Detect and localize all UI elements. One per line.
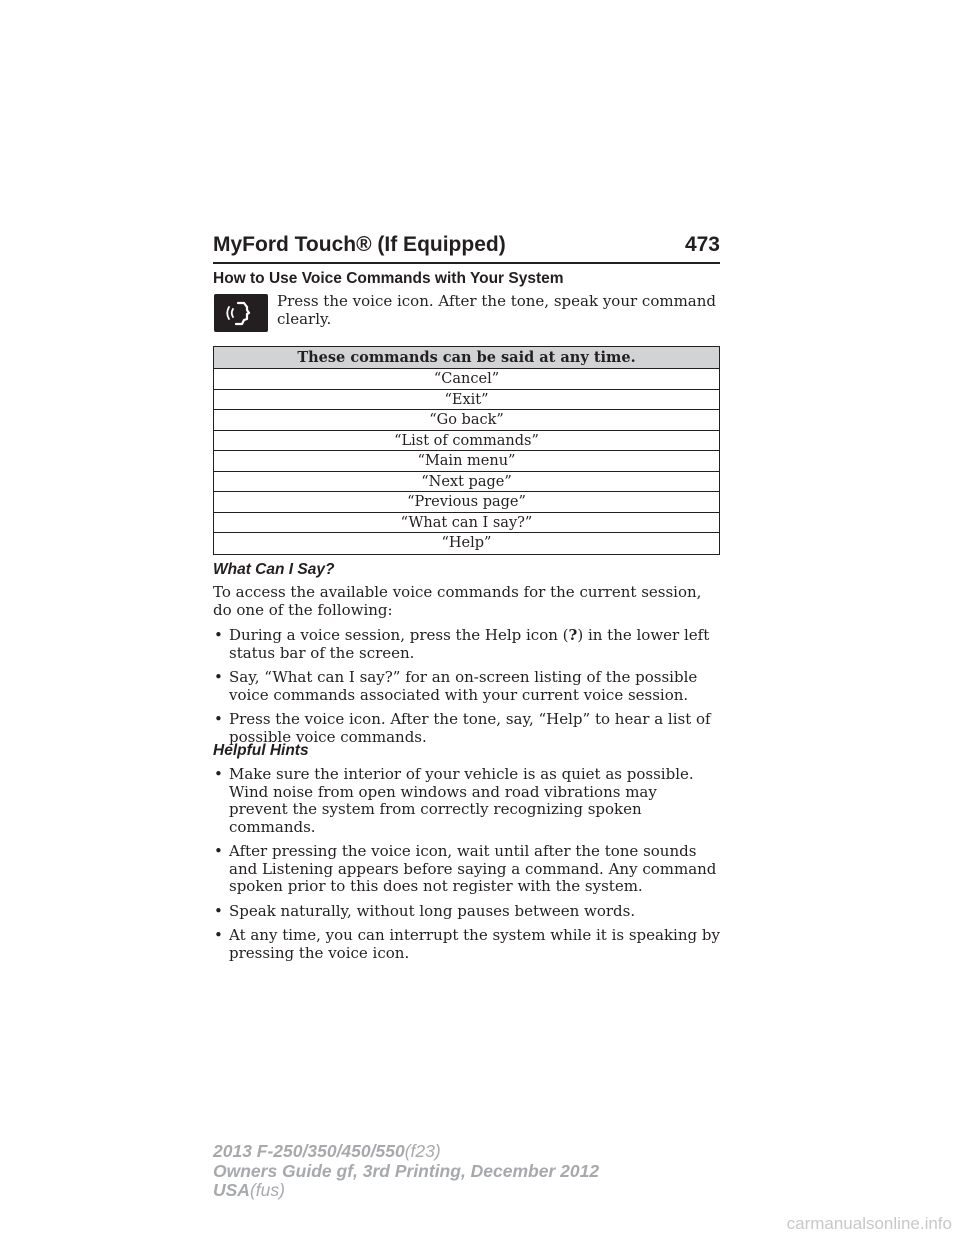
command-row: “Help” (441, 535, 492, 551)
what-can-i-say-intro: To access the available voice commands for the current session, do one of the following: (213, 583, 702, 619)
command-row: “Next page” (214, 472, 719, 493)
command-row: “Main menu” (214, 451, 719, 472)
command-row: “List of commands” (214, 431, 719, 452)
list-item: • During a voice session, press the Help icon (?) in the lower left status bar of the screen. (213, 627, 720, 662)
command-row: “What can I say?” (214, 513, 719, 534)
watermark: carmanualsonline.info (786, 1214, 952, 1233)
page-number: 473 (684, 233, 720, 256)
helpful-hints-heading: Helpful Hints (213, 742, 309, 759)
helpful-hints-list (213, 766, 720, 969)
list-item: • Say, “What can I say?” for an on-screen listing of the possible voice commands associated with your current voice session. (213, 669, 720, 704)
page-header (213, 228, 720, 264)
page-title: MyFord Touch® (If Equipped) (213, 233, 506, 256)
footer-line-1: 2013 F-250/350/450/550(f23) (213, 1141, 441, 1161)
section-heading: How to Use Voice Commands with Your System (213, 270, 564, 287)
section-intro: Press the voice icon. After the tone, speak your command clearly. (277, 292, 717, 328)
voice-icon (214, 294, 268, 332)
footer-line-3: USA(fus) (213, 1180, 285, 1200)
list-item: • After pressing the voice icon, wait until after the tone sounds and Listening appears before saying a command. Any command spoken prior to this does not register with the system. (213, 843, 720, 896)
list-item: • Press the voice icon. After the tone, say, “Help” to hear a list of possible voice commands. (213, 711, 720, 746)
list-item: • At any time, you can interrupt the system while it is speaking by pressing the voice icon. (213, 927, 720, 962)
what-can-i-say-list (213, 627, 720, 753)
footer (213, 1142, 599, 1201)
list-item: • Make sure the interior of your vehicle is as quiet as possible. Wind noise from open windows and road vibrations may prevent the system from correctly recognizing spoken commands. (213, 766, 720, 836)
command-row: “Previous page” (214, 492, 719, 513)
commands-table-header: These commands can be said at any time. (214, 347, 719, 369)
help-icon-glyph: ? (568, 626, 578, 644)
command-row: “Go back” (214, 410, 719, 431)
what-can-i-say-heading: What Can I Say? (213, 561, 335, 578)
command-row: “Exit” (214, 390, 719, 411)
list-item: • Speak naturally, without long pauses between words. (213, 903, 720, 921)
command-row: “Cancel” (214, 369, 719, 390)
commands-table (213, 346, 720, 555)
footer-line-2: Owners Guide gf, 3rd Printing, December 2012 (213, 1160, 600, 1181)
